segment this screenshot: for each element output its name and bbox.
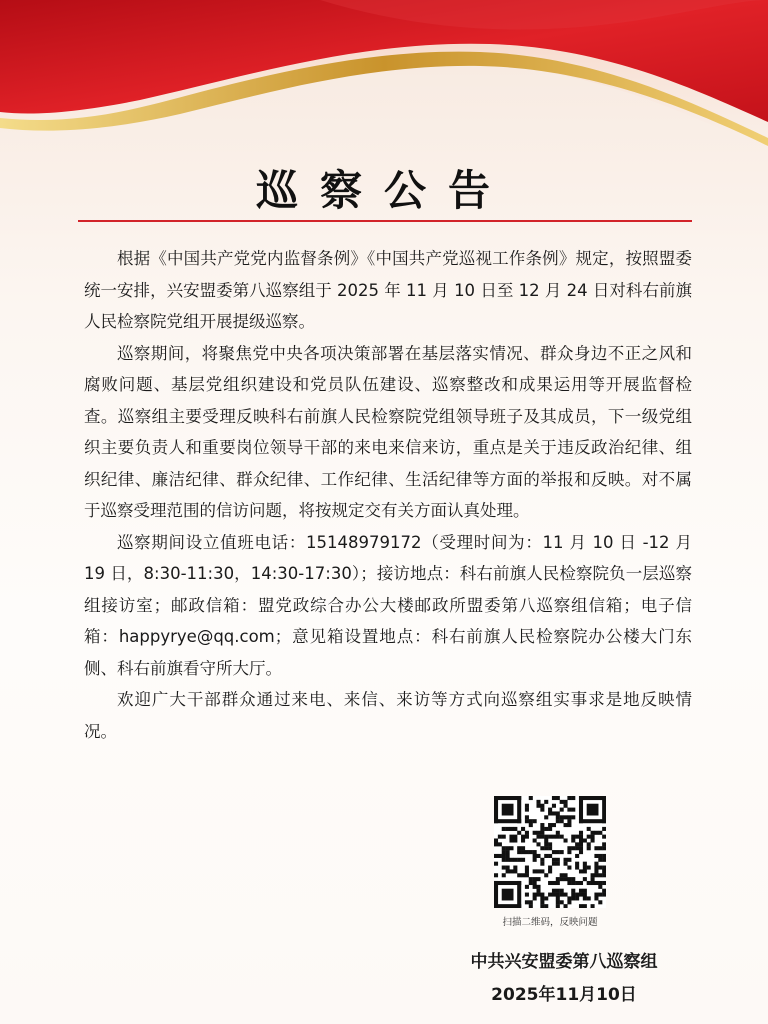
red-gold-banner [0, 0, 768, 160]
qr-code-image[interactable] [494, 796, 606, 908]
paragraph-basis: 根据《中国共产党党内监督条例》《中国共产党巡视工作条例》规定，按照盟委统一安排，兴安盟委第八巡察组于 2025 年 11 月 10 日至 12 月 24 日对科右前旗人民检察院党组开展提级巡察。 [84, 249, 692, 331]
signature-org: 中共兴安盟委第八巡察组 [470, 952, 658, 972]
qr-caption: 扫描二维码，反映问题 [502, 917, 598, 928]
paragraph-invitation: 欢迎广大干部群众通过来电、来信、来访等方式向巡察组实事求是地反映情况。 [84, 690, 692, 741]
paragraph-scope: 巡察期间，将聚焦党中央各项决策部署在基层落实情况、群众身边不正之风和腐败问题、基层党组织建设和党员队伍建设、巡察整改和成果运用等开展监督检查。巡察组主要受理反映科右前旗人民检察院党组领导班子及其成员，下一级党组织主要负责人和重要岗位领导干部的来电来信来访，重点是关于违反政治纪律、组织纪律、廉洁纪律、群众纪律、工作纪律、生活纪律等方面的举报和反映。对不属于巡察受理范围的信访问题，将按规定交有关方面认真处理。 [84, 343, 692, 520]
qr-code [494, 796, 606, 908]
title-divider [78, 220, 692, 222]
announcement-body [84, 243, 692, 747]
signature-date: 2025年11月10日 [491, 985, 637, 1005]
paragraph-contact: 巡察期间设立值班电话：15148979172（受理时间为：11 月 10 日 -12 月 19 日，8:30-11:30，14:30-17:30）；接访地点：科右前旗人民检察院负一层巡察组接访室；邮政信箱：盟党政综合办公大楼邮政所盟委第八巡察组信箱；电子信箱：happyrye@qq.com；意见箱设置地点：科右前旗人民检察院办公楼大门东侧、科右前旗看守所大厅。 [84, 532, 692, 678]
signature-block [420, 946, 708, 1012]
page-title: 巡察公告 [255, 166, 512, 215]
